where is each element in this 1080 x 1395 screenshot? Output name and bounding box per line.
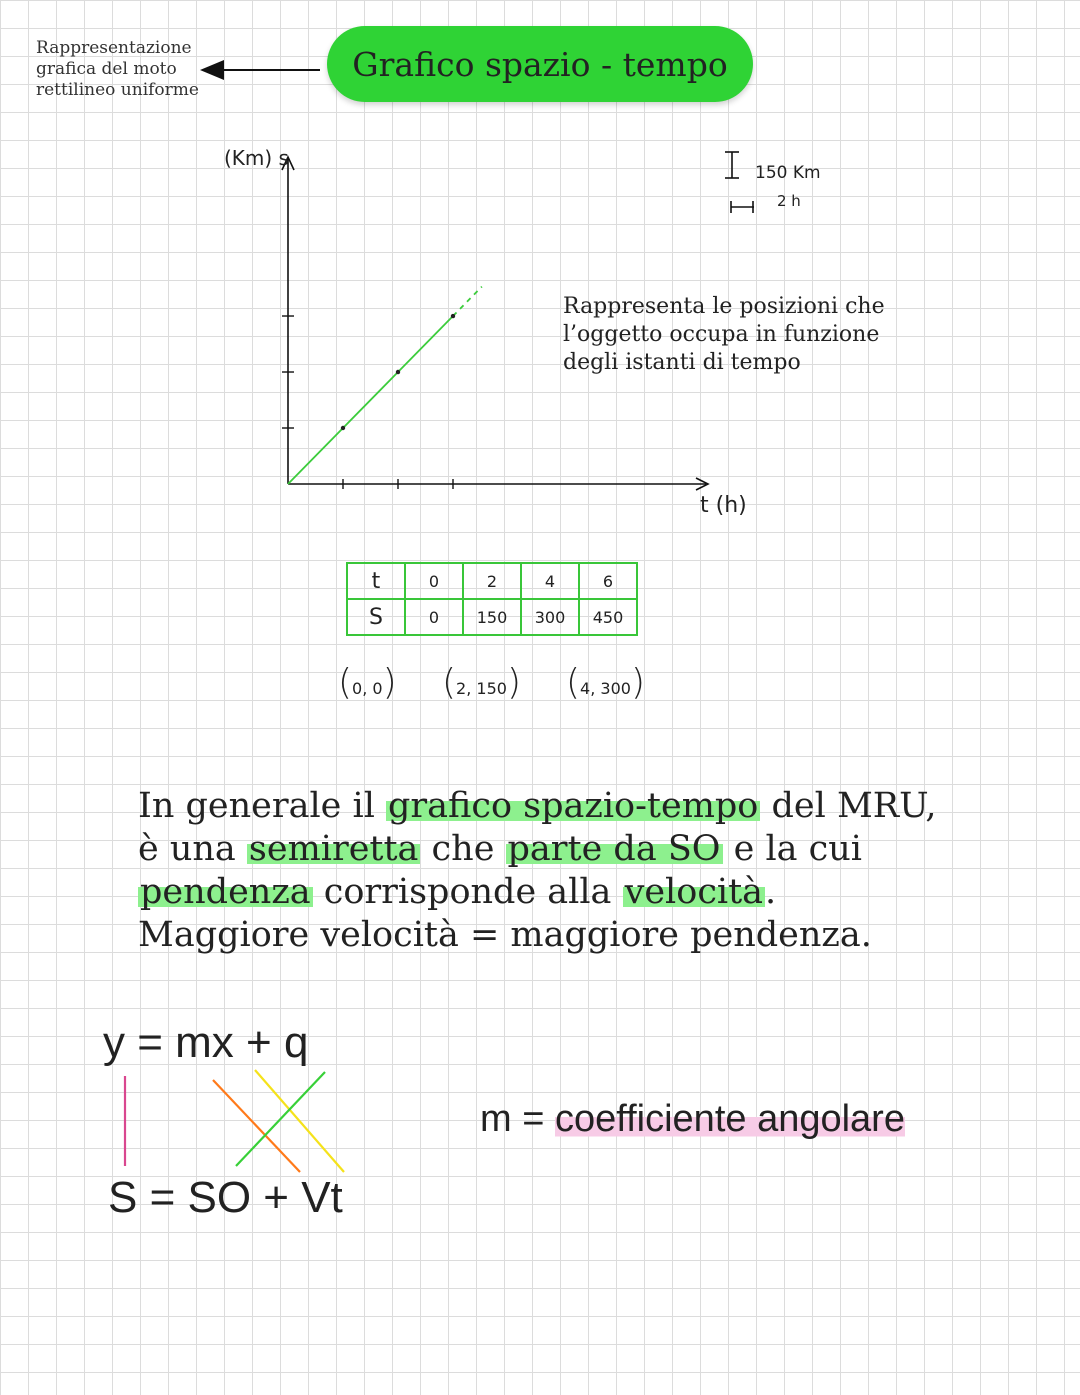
summary-paragraph	[138, 785, 937, 957]
side-note-line1: Rappresentazione	[36, 38, 192, 58]
series-line-extension	[453, 287, 482, 316]
highlight-text: pendenza	[140, 872, 311, 912]
table-row-s	[347, 599, 637, 635]
motion-equation: S = SO + Vt	[108, 1173, 343, 1222]
graph-description	[563, 293, 885, 377]
text-run: In generale il	[138, 786, 387, 826]
point-pair-text: 0, 0	[352, 679, 383, 698]
scale-time-label: 2 h	[777, 192, 801, 210]
table-cell: 0	[405, 599, 463, 635]
description-line3: degli istanti di tempo	[563, 350, 801, 375]
description-line2: l’oggetto occupa in funzione	[563, 322, 880, 347]
highlight-text: coefficiente angolare	[554, 1098, 905, 1140]
highlight-text: semiretta	[248, 829, 419, 869]
table-cell-header: S	[347, 599, 405, 635]
point-pair-text: 2, 150	[456, 679, 507, 698]
y-axis-label: (Km) s	[224, 146, 289, 170]
point-pair: (2, 150)	[442, 662, 521, 703]
text-run: e la cui	[722, 829, 863, 869]
text-run: che	[420, 829, 506, 869]
page-title: Grafico spazio - tempo	[327, 26, 753, 102]
x-axis-label: t (h)	[700, 493, 747, 518]
equation-mapping-lines	[100, 1068, 360, 1178]
values-table	[346, 562, 638, 636]
series-line	[288, 316, 453, 484]
table-cell: 300	[521, 599, 579, 635]
space-time-graph	[0, 0, 1080, 560]
table-cell: 150	[463, 599, 521, 635]
summary-line3	[138, 871, 937, 914]
point-pair-text: 4, 300	[580, 679, 631, 698]
data-point	[451, 314, 455, 318]
table-cell: 2	[463, 563, 521, 599]
point-pair: (4, 300)	[566, 662, 645, 703]
slope-definition	[480, 1098, 905, 1141]
table-cell: 6	[579, 563, 637, 599]
highlight-text: grafico spazio-tempo	[388, 786, 759, 826]
text-run: m =	[480, 1098, 555, 1140]
scale-legend-icon	[718, 148, 754, 218]
general-line-equation: y = mx + q	[103, 1018, 309, 1067]
summary-line1	[138, 785, 937, 828]
point-pair: (0, 0)	[338, 662, 397, 703]
text-run: del MRU,	[760, 786, 937, 826]
side-note-line3: rettilineo uniforme	[36, 80, 199, 100]
text-run: è una	[138, 829, 247, 869]
table-cell: 450	[579, 599, 637, 635]
data-point	[396, 370, 400, 374]
summary-line2	[138, 828, 937, 871]
table-cell: 0	[405, 563, 463, 599]
side-note-line2: grafica del moto	[36, 59, 177, 79]
text-run: corrisponde alla	[312, 872, 623, 912]
summary-line4: Maggiore velocità = maggiore pendenza.	[138, 915, 872, 955]
highlight-text: velocità	[624, 872, 764, 912]
text-run: .	[765, 872, 777, 912]
table-row-t	[347, 563, 637, 599]
description-line1: Rappresenta le posizioni che	[563, 294, 885, 319]
highlight-text: parte da SO	[507, 829, 721, 869]
table-cell: 4	[521, 563, 579, 599]
data-point	[341, 426, 345, 430]
table-cell-header: t	[347, 563, 405, 599]
scale-space-label: 150 Km	[755, 163, 821, 183]
